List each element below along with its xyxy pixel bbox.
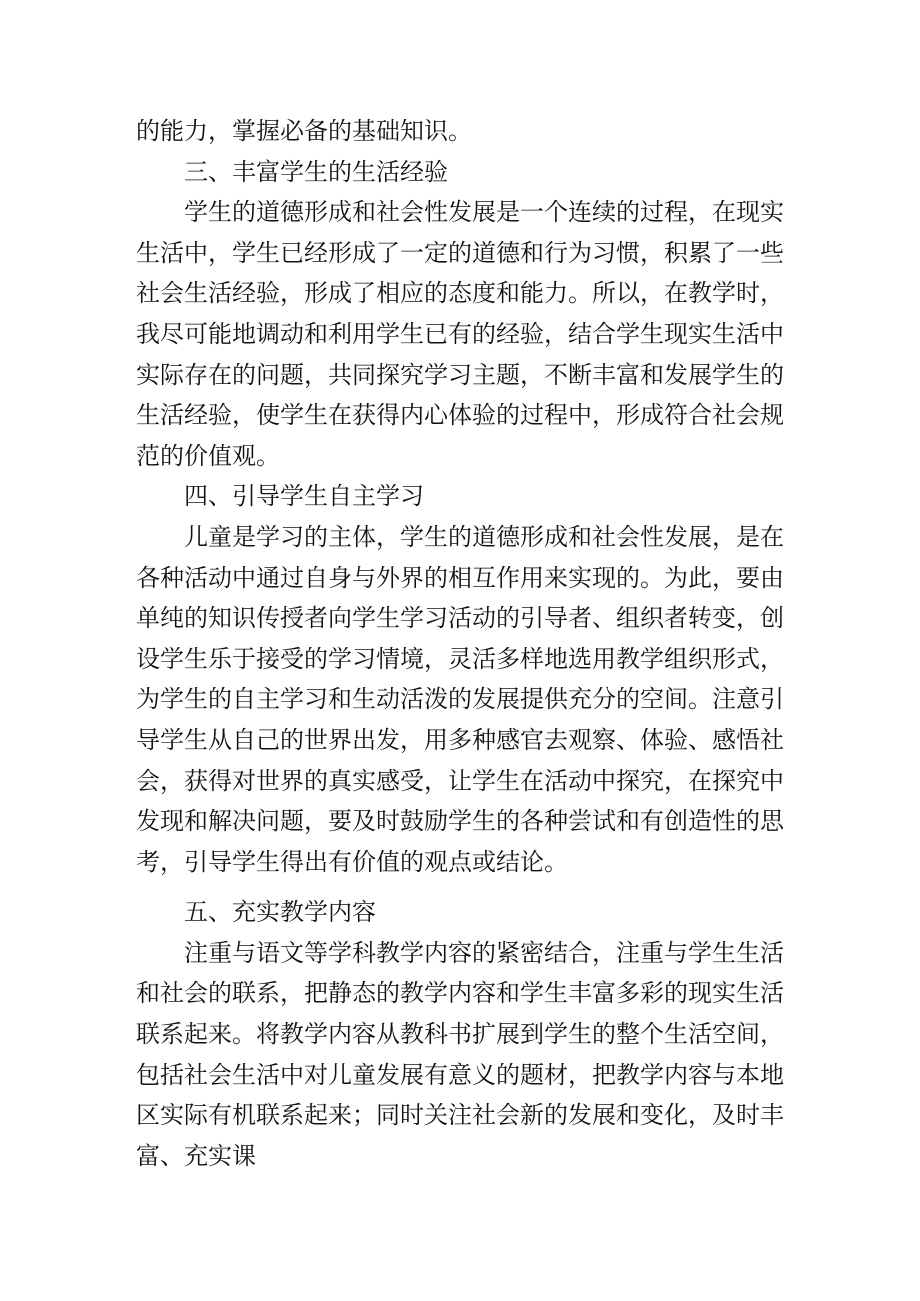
paragraph-section-4: 儿童是学习的主体，学生的道德形成和社会性发展，是在各种活动中通过自身与外界的相互作用来实现的。为此，要由单纯的知识传授者向学生学习活动的引导者、组织者转变，创设学生乐于接受的学习情境，灵活多样地选用教学组织形式，为学生的自主学习和生动活泼的发展提供充分的空间。注意引导学生从自己的世界出发，用多种感官去观察、体验、感悟社会，获得对世界的真实感受，让学生在活动中探究，在探究中发现和解决问题，要及时鼓励学生的各种尝试和有创造性的思考，引导学生得出有价值的观点或结论。 <box>136 522 784 876</box>
document-body <box>136 111 800 1176</box>
paragraph-section-3: 学生的道德形成和社会性发展是一个连续的过程，在现实生活中，学生已经形成了一定的道德和行为习惯，积累了一些社会生活经验，形成了相应的态度和能力。所以，在教学时，我尽可能地调动和利用学生已有的经验，结合学生现实生活中实际存在的问题，共同探究学习主题，不断丰富和发展学生的生活经验，使学生在获得内心体验的过程中，形成符合社会规范的价值观。 <box>136 198 784 470</box>
section-heading-3: 三、丰富学生的生活经验 <box>184 157 448 186</box>
section-heading-5: 五、充实教学内容 <box>184 898 376 927</box>
paragraph-section-5: 注重与语文等学科教学内容的紧密结合，注重与学生生活和社会的联系，把静态的教学内容和学生丰富多彩的现实生活联系起来。将教学内容从教科书扩展到学生的整个生活空间，包括社会生活中对儿童发展有意义的题材，把教学内容与本地区实际有机联系起来；同时关注社会新的发展和变化，及时丰富、充实课 <box>136 938 784 1170</box>
paragraph-continued: 的能力，掌握必备的基础知识。 <box>136 117 472 145</box>
section-heading-4: 四、引导学生自主学习 <box>184 482 424 511</box>
